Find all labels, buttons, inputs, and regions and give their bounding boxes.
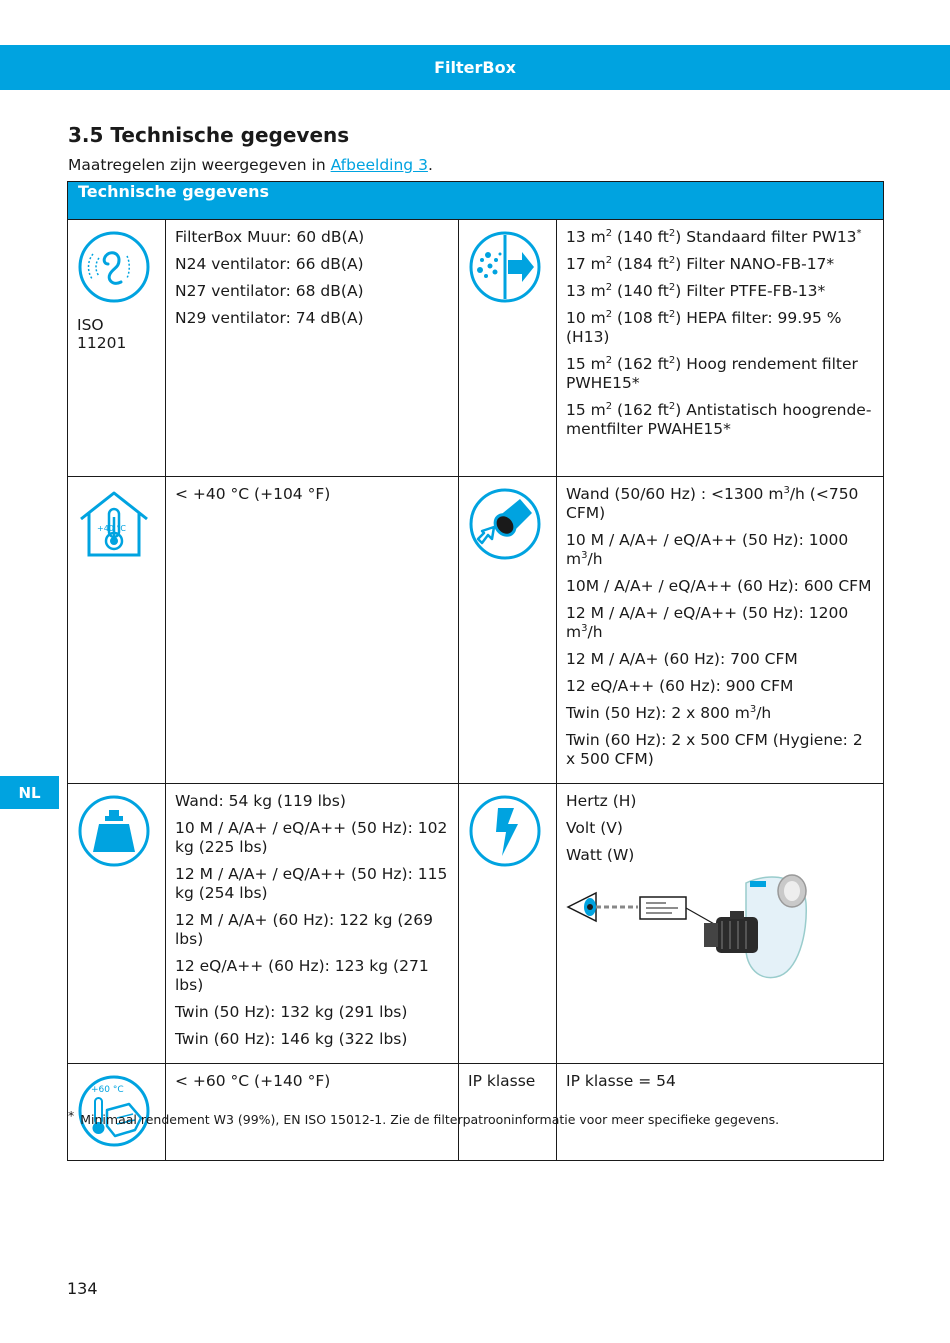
ear-sound-icon (77, 230, 151, 304)
electric-icon-cell (459, 784, 557, 1064)
airflow-value: Twin (60 Hz): 2 x 500 CFM (Hygiene: 2 x 500 CFM) (566, 731, 863, 768)
filter-item: 10 $m^2$ (108 $ft^2$) HEPA filter: 99.95 % (H13) (566, 308, 842, 346)
filter-values (557, 220, 884, 477)
temperature-values (166, 477, 459, 784)
weight-value: Wand: 54 kg (119 lbs) (175, 792, 346, 810)
figure-link[interactable]: Afbeelding 3 (330, 156, 428, 174)
airflow-value: 10M / A/A+ / eQ/A++ (60 Hz): 600 CFM (566, 577, 872, 595)
section-intro (68, 156, 433, 174)
noise-value: N27 ventilator: 68 dB(A) (175, 282, 364, 300)
weight-values (166, 784, 459, 1064)
lightning-icon (468, 794, 542, 868)
ambient-value: < +60 °C (+140 °F) (175, 1072, 331, 1090)
airflow-value: 12 M / A/A+ (60 Hz): 700 CFM (566, 650, 798, 668)
weight-value: Twin (50 Hz): 132 kg (291 lbs) (175, 1003, 408, 1021)
electric-value: Hertz (H) (566, 792, 637, 810)
footnote-star: * (68, 1108, 75, 1123)
eye-rating-plate-fan-illustration (566, 873, 816, 985)
filter-item: 15 $m^2$ (162 $ft^2$) Hoog rendement filter PWHE15* (566, 354, 858, 392)
weight-value: Twin (60 Hz): 146 kg (322 lbs) (175, 1030, 408, 1048)
intro-end: . (427, 156, 433, 174)
header-title: FilterBox (434, 58, 516, 77)
filter-item: 17 $m^2$ (184 $ft^2$) Filter NANO-FB-17* (566, 254, 835, 273)
noise-icon-cell (68, 220, 166, 477)
house-temp-label: +40 °C (97, 524, 127, 533)
weight-icon-cell (68, 784, 166, 1064)
hose-suction-icon (468, 487, 542, 561)
weight-value: 12 M / A/A+ / eQ/A++ (50 Hz): 115 kg (254 lbs) (175, 865, 448, 902)
technical-data-table (67, 181, 884, 1161)
electric-values (557, 784, 884, 1064)
document-header (0, 45, 950, 90)
weight-value: 12 eQ/A++ (60 Hz): 123 kg (271 lbs) (175, 957, 429, 994)
weight-icon (77, 794, 151, 868)
filter-airflow-icon (468, 230, 542, 304)
section-title: 3.5 Technische gegevens (68, 123, 350, 147)
house-thermometer-icon (77, 487, 151, 561)
noise-value: N29 ventilator: 74 dB(A) (175, 309, 364, 327)
filter-item: 13 $m^2$ (140 $ft^2$) Standaard filter PW13* (566, 227, 862, 246)
language-label: NL (18, 783, 41, 802)
weight-value: 12 M / A/A+ (60 Hz): 122 kg (269 lbs) (175, 911, 434, 948)
noise-value: N24 ventilator: 66 dB(A) (175, 255, 364, 273)
temperature-value: < +40 °C (+104 °F) (175, 485, 331, 503)
noise-values (166, 220, 459, 477)
ip-label: IP klasse (468, 1072, 536, 1090)
noise-value: FilterBox Muur: 60 dB(A) (175, 228, 365, 246)
filter-icon-cell (459, 220, 557, 477)
airflow-value: 10 M / A/A+ / eQ/A++ (50 Hz): 1000 $m^3/h$ (566, 531, 849, 568)
ip-value: IP klasse = 54 (566, 1072, 676, 1090)
noise-standard: ISO 11201 (77, 316, 127, 352)
table-header: Technische gegevens (68, 182, 884, 220)
airflow-value: 12 M / A/A+ / eQ/A++ (50 Hz): 1200 $m^3/h$ (566, 604, 849, 641)
electric-value: Volt (V) (566, 819, 623, 837)
footnote (68, 1108, 780, 1127)
hand-thermometer-icon (77, 1074, 151, 1148)
footnote-text: Minimaal rendement W3 (99%), EN ISO 15012-1. Zie de filterpatrooninformatie voor meer specifieke gegevens. (80, 1112, 780, 1127)
temperature-icon-cell (68, 477, 166, 784)
filter-item: 15 $m^2$ (162 $ft^2$) Antistatisch hoogrende-mentfilter PWAHE15* (566, 400, 872, 438)
intro-text: Maatregelen zijn weergegeven in (68, 156, 331, 174)
airflow-value: Twin (50 Hz): 2 x 800 $m^3/h$ (566, 703, 772, 722)
airflow-value: 12 eQ/A++ (60 Hz): 900 CFM (566, 677, 794, 695)
language-tab (0, 776, 59, 809)
weight-value: 10 M / A/A+ / eQ/A++ (50 Hz): 102 kg (225 lbs) (175, 819, 448, 856)
airflow-values (557, 477, 884, 784)
ambient-temp-label: +60 °C (91, 1085, 124, 1095)
airflow-icon-cell (459, 477, 557, 784)
airflow-value: Wand (50/60 Hz) : <1300 $m^3/h$ (<750 CFM) (566, 484, 859, 522)
electric-value: Watt (W) (566, 846, 635, 864)
page-number: 134 (67, 1279, 98, 1298)
filter-item: 13 $m^2$ (140 $ft^2$) Filter PTFE-FB-13* (566, 281, 826, 300)
